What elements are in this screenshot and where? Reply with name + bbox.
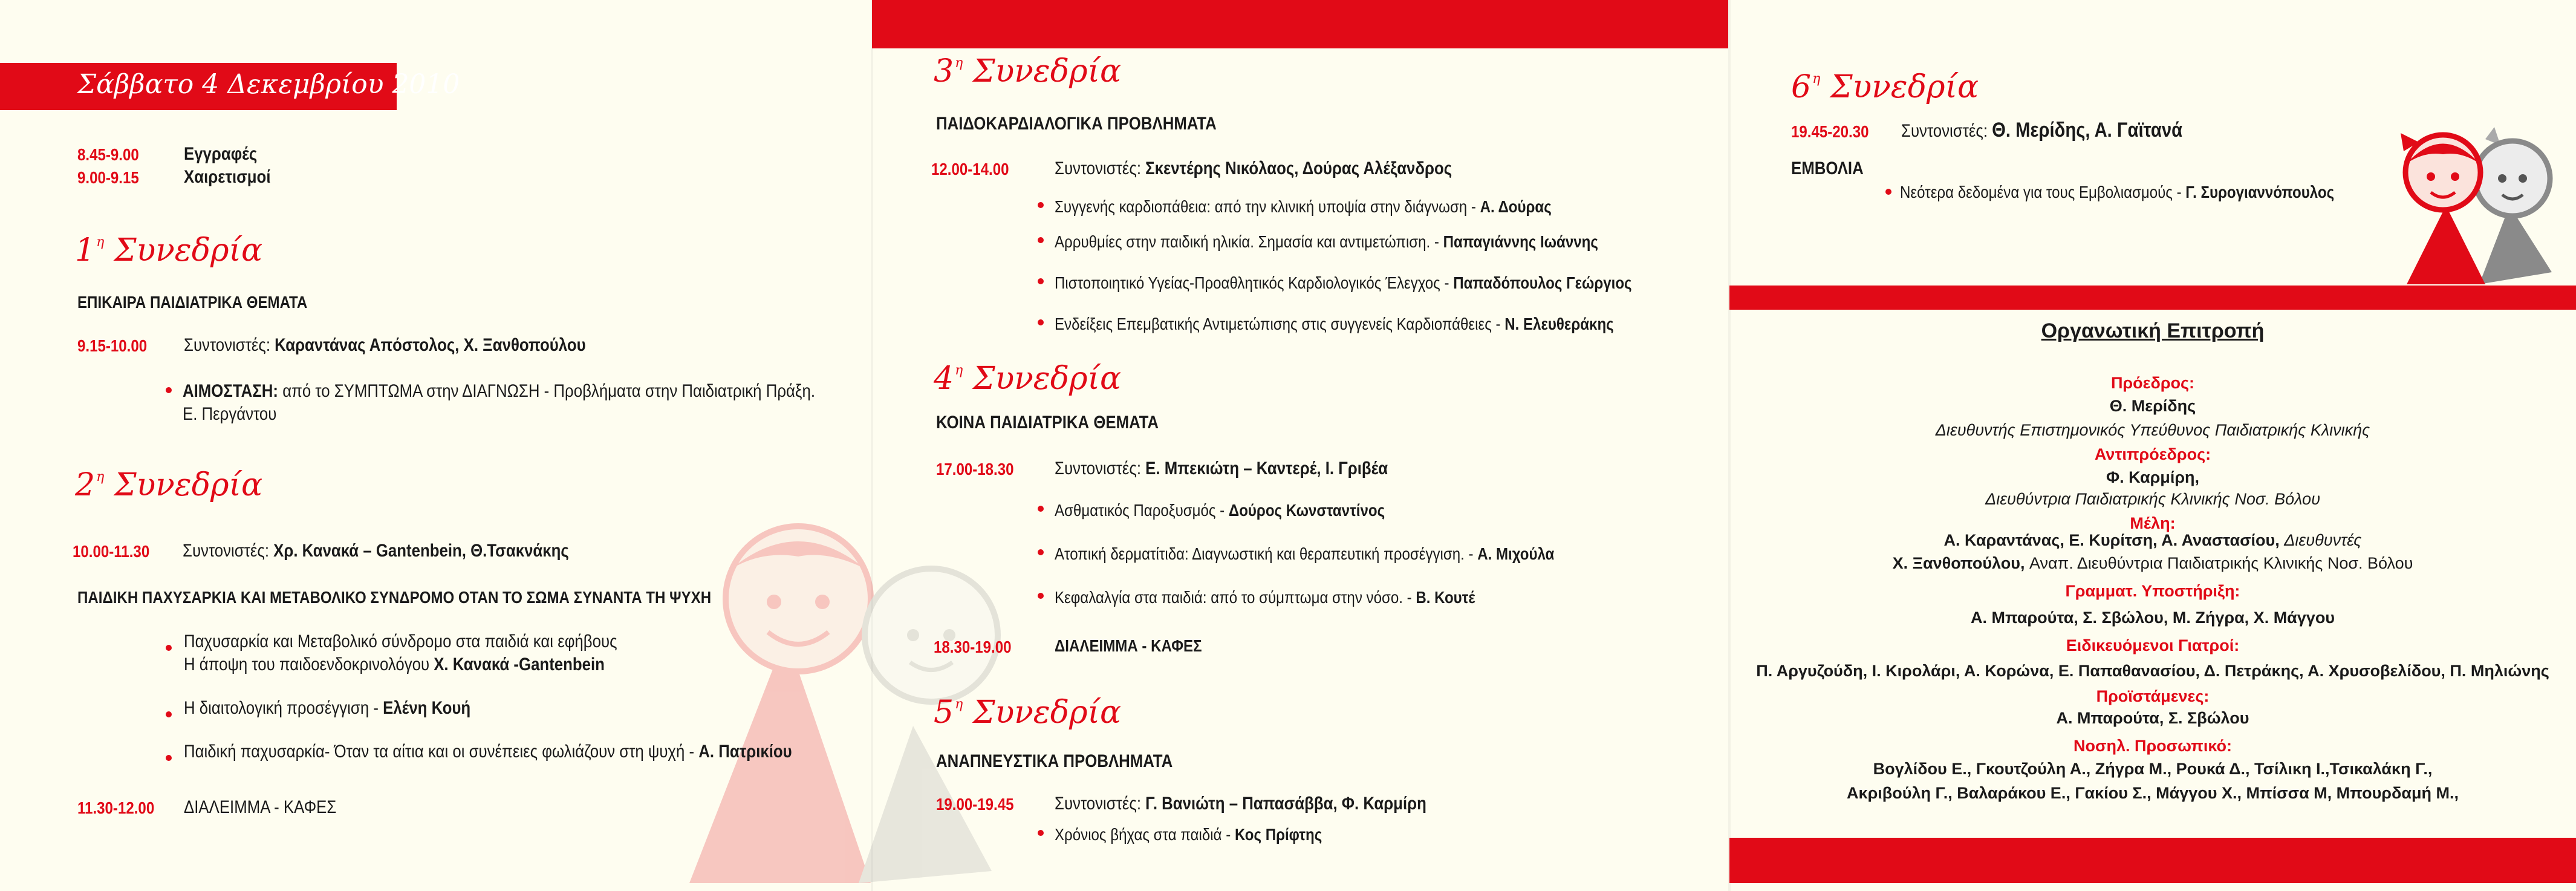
president-name: Θ. Μερίδης (2109, 397, 2196, 415)
session-1-talk: ΑΙΜΟΣΤΑΣΗ: από το ΣΥΜΠΤΩΜΑ στην ΔΙΑΓΝΩΣΗ - Προβλήματα στην Παιδιατρική Πράξη. (183, 381, 816, 401)
session-1-talk-speaker: Ε. Περγάντου (183, 404, 277, 424)
session-3-talk-4: Ενδείξεις Επεμβατικής Αντιμετώπισης στις συγγενείς Καρδιοπάθειες - Ν. Ελευθεράκης (1055, 315, 1614, 333)
bullet (166, 645, 172, 651)
session-2-title: $2^\eta$ Συνεδρία (75, 467, 263, 503)
session-6-talk: Νεότερα δεδομένα για τους Εμβολιασμούς - Γ. Συρογιαννόπουλος (1900, 183, 2335, 201)
vice-president-label: Αντιπρόεδρος: (2094, 445, 2211, 463)
session-2-topic: ΠΑΙΔΙΚΗ ΠΑΧΥΣΑΡΚΙΑ ΚΑΙ ΜΕΤΑΒΟΛΙΚΟ ΣΥΝΔΡΟΜΟ ΟΤΑΝ ΤΟ ΣΩΜΑ ΣΥΝΑΝΤΑ ΤΗ ΨΥΧΗ (77, 588, 712, 607)
date-banner (0, 63, 460, 110)
residents: Π. Αργυζούδη, Ι. Κιρολάρι, Α. Κορώνα, Ε. Παπαθανασίου, Δ. Πετράκης, Α. Χρυσοβελίδου, Π. Μηλιώνης (1756, 662, 2549, 680)
break-2-text: ΔΙΑΛΕΙΜΜΑ - ΚΑΦΕΣ (1055, 636, 1202, 655)
bullet (1038, 830, 1044, 836)
session-2-chairs: Συντονιστές: Χρ. Κανακά – Gantenbein, Θ.Τσακνάκης (183, 541, 569, 561)
session-3-topic: ΠΑΙΔΟΚΑΡΔΙΑΛΟΓΙΚΑ ΠΡΟΒΛΗΜΑΤΑ (936, 114, 1217, 134)
session-5-chairs: Συντονιστές: Γ. Βανιώτη – Παπασάββα, Φ. Καρμίρη (1055, 794, 1426, 814)
bottom-red-bar (1729, 838, 2576, 883)
session-6-topic: ΕΜΒΟΛΙΑ (1791, 158, 1864, 178)
session-4-chairs: Συντονιστές: Ε. Μπεκιώτη – Καντερέ, Ι. Γριβέα (1055, 459, 1388, 478)
session-4-title: $4^\eta$ Συνεδρία (934, 361, 1122, 397)
top-red-bar (872, 0, 1728, 48)
bullet (1038, 549, 1044, 555)
session-6-chairs: Συντονιστές: Θ. Μερίδης, Α. Γαϊτανά (1901, 119, 2183, 142)
heads-label: Προϊστάμενες: (2096, 687, 2210, 705)
session-1-time: 9.15-10.00 (77, 336, 148, 355)
president-note: Διευθυντής Επιστημονικός Υπεύθυνος Παιδιατρικής Κλινικής (1935, 421, 2370, 439)
bullet (1885, 189, 1891, 195)
greetings-text: Χαιρετισμοί (184, 167, 271, 187)
session-3-talk-3: Πιστοποιητικό Υγείας-Προαθλητικός Καρδιολογικός Έλεγχος - Παπαδόπουλος Γεώργιος (1055, 273, 1632, 292)
date-banner-text: Σάββατο 4 Δεκεμβρίου 2010 (77, 69, 460, 100)
kids-illustration-watermark (677, 496, 1016, 891)
president-label: Πρόεδρος: (2110, 374, 2195, 392)
session-3-time: 12.00-14.00 (931, 160, 1009, 178)
session-2-talk-2: Η διαιτολογική προσέγγιση - Ελένη Κουή (184, 698, 471, 718)
greetings-time: 9.00-9.15 (77, 168, 139, 187)
session-6-title: $6^\eta$ Συνεδρία (1791, 69, 1979, 105)
bullet (1038, 506, 1044, 512)
session-2-talk-1-line-1: Παχυσαρκία και Μεταβολικό σύνδρομο στα παιδιά και εφήβους (184, 632, 617, 651)
vice-president-name: Φ. Καρμίρη, (2106, 468, 2200, 486)
session-5-topic: ΑΝΑΠΝΕΥΣΤΙΚΑ ΠΡΟΒΛΗΜΑΤΑ (936, 751, 1173, 771)
members-line-2: Χ. Ξανθοπούλου, Αναπ. Διευθύντρια Παιδιατρικής Κλινικής Νοσ. Βόλου (1892, 554, 2413, 572)
middle-red-bar (1729, 286, 2576, 310)
committee-title: Οργανωτική Επιτροπή (2041, 319, 2265, 342)
members-label: Μέλη: (2130, 514, 2176, 532)
vice-president-note: Διευθύντρια Παιδιατρικής Κλινικής Νοσ. Βόλου (1985, 490, 2320, 508)
session-4-topic: ΚΟΙΝΑ ΠΑΙΔΙΑΤΡΙΚΑ ΘΕΜΑΤΑ (936, 413, 1159, 432)
session-1-chairs: Συντονιστές: Καραντάνας Απόστολος, Χ. Ξανθοπούλου (184, 335, 586, 355)
session-4-talk-1: Ασθματικός Παροξυσμός - Δούρος Κωνσταντίνος (1055, 501, 1385, 520)
nurses-line-1: Βογλίδου Ε., Γκουτζούλη Α., Ζήγρα Μ., Ρουκά Δ., Τσίλικη Ι.,Τσικαλάκη Γ., (1873, 760, 2433, 778)
nurses-line-2: Ακριβούλη Γ., Βαλαράκου Ε., Γακίου Σ., Μάγγου Χ., Μπίσσα Μ, Μπουρδαμή Μ., (1847, 784, 2459, 802)
session-3-title: $3^\eta$ Συνεδρία (934, 53, 1122, 90)
secretaries-label: Γραμματ. Υποστήριξη: (2065, 582, 2240, 600)
bullet (166, 755, 172, 761)
session-6-time: 19.45-20.30 (1791, 122, 1869, 141)
break-1-text: ΔΙΑΛΕΙΜΜΑ - ΚΑΦΕΣ (184, 797, 337, 817)
heads: Α. Μπαρούτα, Σ. Σβώλου (2056, 709, 2249, 727)
session-3-talk-1: Συγγενής καρδιοπάθεια: από την κλινική υποψία στην διάγνωση - Α. Δούρας (1055, 197, 1552, 216)
bullet (166, 387, 172, 393)
session-4-time: 17.00-18.30 (936, 460, 1014, 478)
secretaries: Α. Μπαρούτα, Σ. Σβώλου, Μ. Ζήγρα, Χ. Μάγγου (1970, 609, 2335, 627)
session-1-title: $1^\eta$ Συνεδρία (75, 232, 263, 269)
bullet (166, 711, 172, 717)
kids-illustration (2395, 121, 2564, 284)
session-4-talk-2: Ατοπική δερματίτιδα: Διαγνωστική και θεραπευτική προσέγγιση. - Α. Μιχούλα (1055, 544, 1555, 563)
session-2-talk-3: Παιδική παχυσαρκία- Όταν τα αίτια και οι συνέπειες φωλιάζουν στη ψυχή - Α. Πατρικίου (184, 742, 792, 762)
members-line-1: Α. Καραντάνας, Ε. Κυρίτση, Α. Αναστασίου, Διευθυντές (1943, 531, 2362, 549)
registration-time: 8.45-9.00 (77, 145, 139, 164)
break-1-time: 11.30-12.00 (77, 798, 155, 817)
bullet (1038, 319, 1044, 325)
session-4-talk-3: Κεφαλαλγία στα παιδιά: από το σύμπτωμα στην νόσο. - Β. Κουτέ (1055, 588, 1475, 607)
bullet (1038, 237, 1044, 243)
bullet (1038, 278, 1044, 284)
session-3-talk-2: Αρρυθμίες στην παιδική ηλικία. Σημασία και αντιμετώπιση. - Παπαγιάννης Ιωάννης (1055, 232, 1598, 251)
session-2-time: 10.00-11.30 (73, 542, 150, 561)
break-2-time: 18.30-19.00 (934, 638, 1012, 656)
bullet (1038, 593, 1044, 599)
session-1-topic: ΕΠΙΚΑΙΡΑ ΠΑΙΔΙΑΤΡΙΚΑ ΘΕΜΑΤΑ (77, 293, 308, 312)
registration-text: Εγγραφές (184, 144, 258, 164)
session-3-chairs: Συντονιστές: Σκεντέρης Νικόλαος, Δούρας Αλέξανδρος (1055, 158, 1452, 178)
session-5-time: 19.00-19.45 (936, 795, 1014, 814)
nurses-label: Νοσηλ. Προσωπικό: (2073, 737, 2232, 755)
residents-label: Ειδικευόμενοι Γιατροί: (2066, 636, 2240, 654)
bullet (1038, 202, 1044, 208)
session-5-talk: Χρόνιος βήχας στα παιδιά - Κος Πρίφτης (1055, 825, 1322, 844)
session-2-talk-1-line-2: Η άποψη του παιδοενδοκρινολόγου Χ. Κανακά -Gantenbein (184, 654, 605, 674)
session-5-title: $5^\eta$ Συνεδρία (934, 694, 1122, 731)
